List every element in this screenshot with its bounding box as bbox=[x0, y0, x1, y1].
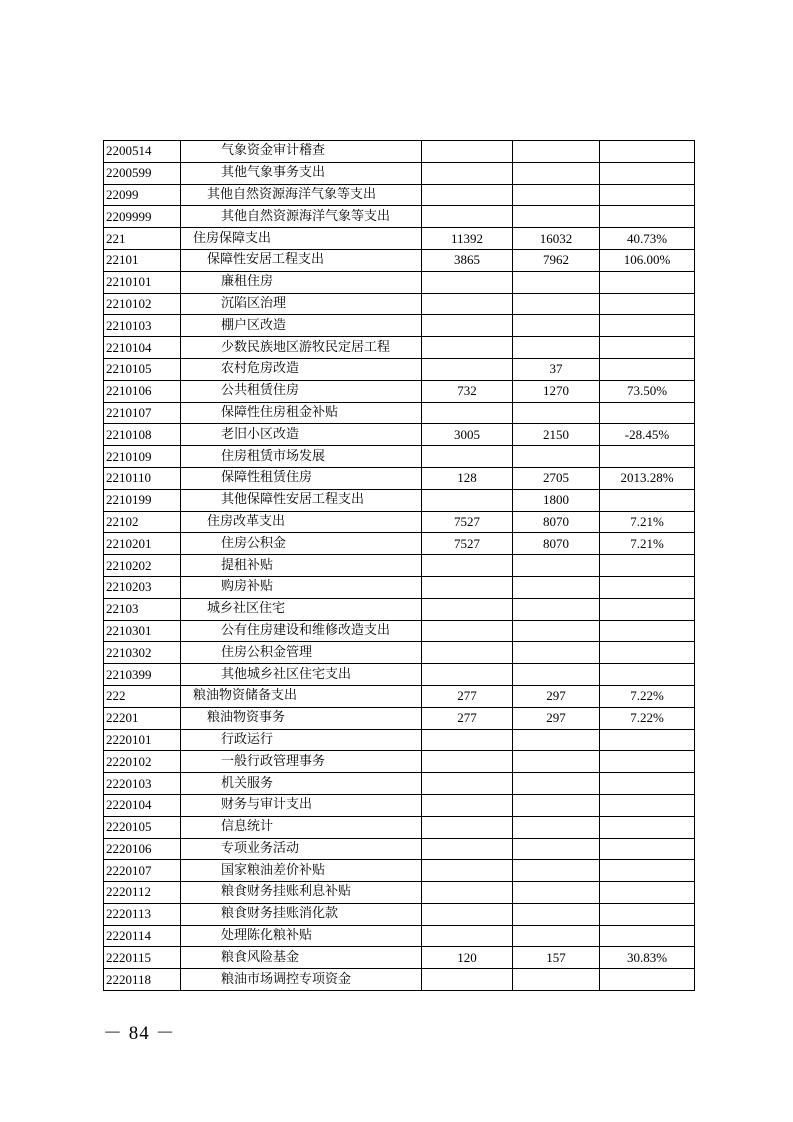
table-row bbox=[104, 925, 695, 947]
row-value-curr bbox=[513, 751, 600, 773]
row-growth-pct bbox=[600, 162, 695, 184]
row-growth-pct bbox=[600, 271, 695, 293]
row-name: 气象资金审计稽查 bbox=[181, 141, 422, 163]
table-row bbox=[104, 620, 695, 642]
row-name: 粮食风险基金 bbox=[181, 947, 422, 969]
row-code: 22101 bbox=[104, 249, 181, 271]
row-growth-pct bbox=[600, 664, 695, 686]
row-value-prev: 3865 bbox=[422, 249, 513, 271]
row-code: 22099 bbox=[104, 184, 181, 206]
row-code: 2220112 bbox=[104, 882, 181, 904]
row-name: 沉陷区治理 bbox=[181, 293, 422, 315]
row-code: 2210101 bbox=[104, 271, 181, 293]
row-value-curr: 8070 bbox=[513, 533, 600, 555]
row-growth-pct: -28.45% bbox=[600, 424, 695, 446]
row-growth-pct bbox=[600, 358, 695, 380]
row-value-prev: 7527 bbox=[422, 511, 513, 533]
row-growth-pct bbox=[600, 816, 695, 838]
row-code: 22103 bbox=[104, 598, 181, 620]
row-growth-pct bbox=[600, 206, 695, 228]
table-row bbox=[104, 642, 695, 664]
row-name: 住房公积金管理 bbox=[181, 642, 422, 664]
row-growth-pct: 7.21% bbox=[600, 533, 695, 555]
row-code: 2220114 bbox=[104, 925, 181, 947]
row-name: 住房保障支出 bbox=[181, 228, 422, 250]
table-row bbox=[104, 555, 695, 577]
table-row bbox=[104, 446, 695, 468]
row-value-curr bbox=[513, 882, 600, 904]
row-name: 财务与审计支出 bbox=[181, 794, 422, 816]
row-value-curr bbox=[513, 337, 600, 359]
row-name: 廉租住房 bbox=[181, 271, 422, 293]
row-growth-pct bbox=[600, 729, 695, 751]
row-name: 公共租赁住房 bbox=[181, 380, 422, 402]
row-value-curr bbox=[513, 206, 600, 228]
row-growth-pct: 30.83% bbox=[600, 947, 695, 969]
table-row bbox=[104, 184, 695, 206]
row-code: 2210102 bbox=[104, 293, 181, 315]
row-code: 2210105 bbox=[104, 358, 181, 380]
row-growth-pct: 2013.28% bbox=[600, 467, 695, 489]
row-code: 2220115 bbox=[104, 947, 181, 969]
row-code: 2210104 bbox=[104, 337, 181, 359]
row-name: 保障性租赁住房 bbox=[181, 467, 422, 489]
row-value-prev: 120 bbox=[422, 947, 513, 969]
row-value-curr bbox=[513, 555, 600, 577]
row-name: 住房公积金 bbox=[181, 533, 422, 555]
row-growth-pct bbox=[600, 620, 695, 642]
table-row bbox=[104, 794, 695, 816]
row-growth-pct bbox=[600, 773, 695, 795]
row-name: 老旧小区改造 bbox=[181, 424, 422, 446]
row-value-prev bbox=[422, 642, 513, 664]
table-row bbox=[104, 424, 695, 446]
row-value-curr: 2705 bbox=[513, 467, 600, 489]
row-growth-pct bbox=[600, 446, 695, 468]
row-code: 2220107 bbox=[104, 860, 181, 882]
row-growth-pct: 7.22% bbox=[600, 685, 695, 707]
row-growth-pct: 40.73% bbox=[600, 228, 695, 250]
row-code: 2210103 bbox=[104, 315, 181, 337]
row-name: 其他自然资源海洋气象等支出 bbox=[181, 206, 422, 228]
row-value-curr bbox=[513, 729, 600, 751]
row-name: 粮油市场调控专项资金 bbox=[181, 969, 422, 991]
table-row bbox=[104, 162, 695, 184]
row-value-prev bbox=[422, 903, 513, 925]
row-value-prev: 277 bbox=[422, 707, 513, 729]
row-name: 提租补贴 bbox=[181, 555, 422, 577]
row-value-prev bbox=[422, 620, 513, 642]
row-value-prev bbox=[422, 751, 513, 773]
row-code: 2220106 bbox=[104, 838, 181, 860]
row-value-prev bbox=[422, 860, 513, 882]
row-value-prev: 3005 bbox=[422, 424, 513, 446]
row-growth-pct bbox=[600, 860, 695, 882]
row-value-curr bbox=[513, 838, 600, 860]
row-code: 2220101 bbox=[104, 729, 181, 751]
row-growth-pct bbox=[600, 751, 695, 773]
row-value-prev bbox=[422, 773, 513, 795]
row-name: 城乡社区住宅 bbox=[181, 598, 422, 620]
row-value-curr: 297 bbox=[513, 707, 600, 729]
row-code: 2220103 bbox=[104, 773, 181, 795]
table-row bbox=[104, 271, 695, 293]
table-row bbox=[104, 228, 695, 250]
row-value-prev bbox=[422, 446, 513, 468]
row-value-prev bbox=[422, 794, 513, 816]
row-value-curr: 1270 bbox=[513, 380, 600, 402]
row-growth-pct bbox=[600, 838, 695, 860]
table-row bbox=[104, 315, 695, 337]
row-value-curr: 297 bbox=[513, 685, 600, 707]
row-growth-pct bbox=[600, 969, 695, 991]
row-name: 购房补贴 bbox=[181, 576, 422, 598]
row-name: 国家粮油差价补贴 bbox=[181, 860, 422, 882]
row-value-curr bbox=[513, 620, 600, 642]
row-value-prev bbox=[422, 206, 513, 228]
row-value-prev bbox=[422, 555, 513, 577]
row-code: 2210202 bbox=[104, 555, 181, 577]
row-value-prev bbox=[422, 838, 513, 860]
table-row bbox=[104, 380, 695, 402]
row-value-prev: 732 bbox=[422, 380, 513, 402]
row-value-prev bbox=[422, 162, 513, 184]
row-growth-pct bbox=[600, 402, 695, 424]
row-code: 2210110 bbox=[104, 467, 181, 489]
table-row bbox=[104, 729, 695, 751]
row-code: 2210107 bbox=[104, 402, 181, 424]
row-growth-pct bbox=[600, 293, 695, 315]
row-value-curr: 157 bbox=[513, 947, 600, 969]
row-value-curr bbox=[513, 860, 600, 882]
row-name: 其他气象事务支出 bbox=[181, 162, 422, 184]
row-growth-pct bbox=[600, 141, 695, 163]
row-value-curr bbox=[513, 315, 600, 337]
row-name: 信息统计 bbox=[181, 816, 422, 838]
row-name: 粮油物资事务 bbox=[181, 707, 422, 729]
row-value-curr bbox=[513, 664, 600, 686]
table-row bbox=[104, 293, 695, 315]
row-growth-pct bbox=[600, 925, 695, 947]
row-name: 其他自然资源海洋气象等支出 bbox=[181, 184, 422, 206]
row-growth-pct: 73.50% bbox=[600, 380, 695, 402]
row-value-prev bbox=[422, 816, 513, 838]
row-code: 2220118 bbox=[104, 969, 181, 991]
row-code: 221 bbox=[104, 228, 181, 250]
row-value-curr: 16032 bbox=[513, 228, 600, 250]
row-value-curr bbox=[513, 642, 600, 664]
row-value-prev bbox=[422, 337, 513, 359]
row-value-prev bbox=[422, 729, 513, 751]
row-value-curr bbox=[513, 293, 600, 315]
table-row bbox=[104, 598, 695, 620]
row-growth-pct: 7.22% bbox=[600, 707, 695, 729]
table-row bbox=[104, 969, 695, 991]
table-row bbox=[104, 249, 695, 271]
row-growth-pct: 7.21% bbox=[600, 511, 695, 533]
row-name: 保障性住房租金补贴 bbox=[181, 402, 422, 424]
row-code: 2210203 bbox=[104, 576, 181, 598]
row-growth-pct bbox=[600, 555, 695, 577]
row-code: 2200599 bbox=[104, 162, 181, 184]
row-name: 其他保障性安居工程支出 bbox=[181, 489, 422, 511]
row-value-curr bbox=[513, 162, 600, 184]
row-name: 粮食财务挂账利息补贴 bbox=[181, 882, 422, 904]
row-value-curr bbox=[513, 969, 600, 991]
row-value-curr: 2150 bbox=[513, 424, 600, 446]
table-row bbox=[104, 467, 695, 489]
row-code: 2210302 bbox=[104, 642, 181, 664]
row-growth-pct bbox=[600, 598, 695, 620]
table-row bbox=[104, 664, 695, 686]
row-value-prev bbox=[422, 402, 513, 424]
row-code: 2210109 bbox=[104, 446, 181, 468]
page-number: － 84 － bbox=[103, 1023, 176, 1044]
row-value-prev bbox=[422, 664, 513, 686]
row-name: 一般行政管理事务 bbox=[181, 751, 422, 773]
row-value-prev bbox=[422, 141, 513, 163]
row-value-prev bbox=[422, 576, 513, 598]
table-row bbox=[104, 816, 695, 838]
row-value-curr bbox=[513, 576, 600, 598]
table-row bbox=[104, 206, 695, 228]
budget-table bbox=[103, 140, 695, 991]
table-row bbox=[104, 860, 695, 882]
row-name: 粮油物资储备支出 bbox=[181, 685, 422, 707]
row-value-prev bbox=[422, 358, 513, 380]
row-name: 行政运行 bbox=[181, 729, 422, 751]
row-name: 公有住房建设和维修改造支出 bbox=[181, 620, 422, 642]
row-code: 2200514 bbox=[104, 141, 181, 163]
row-value-curr bbox=[513, 925, 600, 947]
table-row bbox=[104, 489, 695, 511]
row-growth-pct bbox=[600, 184, 695, 206]
row-value-curr bbox=[513, 271, 600, 293]
row-value-curr bbox=[513, 598, 600, 620]
row-code: 2210199 bbox=[104, 489, 181, 511]
table-row bbox=[104, 337, 695, 359]
row-name: 住房租赁市场发展 bbox=[181, 446, 422, 468]
row-name: 其他城乡社区住宅支出 bbox=[181, 664, 422, 686]
row-code: 2210106 bbox=[104, 380, 181, 402]
row-value-curr bbox=[513, 816, 600, 838]
row-value-prev bbox=[422, 184, 513, 206]
row-name: 保障性安居工程支出 bbox=[181, 249, 422, 271]
row-value-prev: 11392 bbox=[422, 228, 513, 250]
row-code: 222 bbox=[104, 685, 181, 707]
row-value-prev: 128 bbox=[422, 467, 513, 489]
row-name: 住房改革支出 bbox=[181, 511, 422, 533]
table-row bbox=[104, 751, 695, 773]
row-name: 专项业务活动 bbox=[181, 838, 422, 860]
row-value-curr bbox=[513, 794, 600, 816]
row-name: 粮食财务挂账消化款 bbox=[181, 903, 422, 925]
row-code: 2210301 bbox=[104, 620, 181, 642]
row-value-curr bbox=[513, 184, 600, 206]
table-row bbox=[104, 838, 695, 860]
row-name: 处理陈化粮补贴 bbox=[181, 925, 422, 947]
row-name: 机关服务 bbox=[181, 773, 422, 795]
table-row bbox=[104, 773, 695, 795]
row-growth-pct bbox=[600, 903, 695, 925]
budget-table-body bbox=[104, 141, 695, 991]
row-code: 2209999 bbox=[104, 206, 181, 228]
row-growth-pct bbox=[600, 489, 695, 511]
row-value-curr: 1800 bbox=[513, 489, 600, 511]
row-code: 2220104 bbox=[104, 794, 181, 816]
table-row bbox=[104, 707, 695, 729]
table-row bbox=[104, 903, 695, 925]
row-code: 2220105 bbox=[104, 816, 181, 838]
row-value-curr bbox=[513, 773, 600, 795]
row-value-prev bbox=[422, 271, 513, 293]
row-code: 2210201 bbox=[104, 533, 181, 555]
table-row bbox=[104, 685, 695, 707]
row-value-prev: 277 bbox=[422, 685, 513, 707]
table-row bbox=[104, 576, 695, 598]
row-code: 22102 bbox=[104, 511, 181, 533]
row-name: 棚户区改造 bbox=[181, 315, 422, 337]
row-name: 农村危房改造 bbox=[181, 358, 422, 380]
row-code: 2210399 bbox=[104, 664, 181, 686]
table-row bbox=[104, 358, 695, 380]
row-value-curr bbox=[513, 446, 600, 468]
row-growth-pct bbox=[600, 642, 695, 664]
row-growth-pct bbox=[600, 794, 695, 816]
row-value-prev bbox=[422, 598, 513, 620]
row-name: 少数民族地区游牧民定居工程 bbox=[181, 337, 422, 359]
row-code: 22201 bbox=[104, 707, 181, 729]
row-value-curr bbox=[513, 141, 600, 163]
table-row bbox=[104, 511, 695, 533]
row-value-prev bbox=[422, 489, 513, 511]
row-code: 2220102 bbox=[104, 751, 181, 773]
table-row bbox=[104, 533, 695, 555]
row-value-prev bbox=[422, 293, 513, 315]
row-code: 2210108 bbox=[104, 424, 181, 446]
row-growth-pct bbox=[600, 315, 695, 337]
table-row bbox=[104, 141, 695, 163]
row-value-curr: 8070 bbox=[513, 511, 600, 533]
row-value-curr: 7962 bbox=[513, 249, 600, 271]
table-row bbox=[104, 402, 695, 424]
row-growth-pct bbox=[600, 576, 695, 598]
row-value-prev bbox=[422, 969, 513, 991]
row-value-curr: 37 bbox=[513, 358, 600, 380]
row-value-prev bbox=[422, 315, 513, 337]
row-value-prev bbox=[422, 882, 513, 904]
row-value-prev bbox=[422, 925, 513, 947]
table-row bbox=[104, 947, 695, 969]
row-code: 2220113 bbox=[104, 903, 181, 925]
row-value-prev: 7527 bbox=[422, 533, 513, 555]
row-growth-pct: 106.00% bbox=[600, 249, 695, 271]
table-row bbox=[104, 882, 695, 904]
row-value-curr bbox=[513, 903, 600, 925]
row-value-curr bbox=[513, 402, 600, 424]
row-growth-pct bbox=[600, 882, 695, 904]
row-growth-pct bbox=[600, 337, 695, 359]
